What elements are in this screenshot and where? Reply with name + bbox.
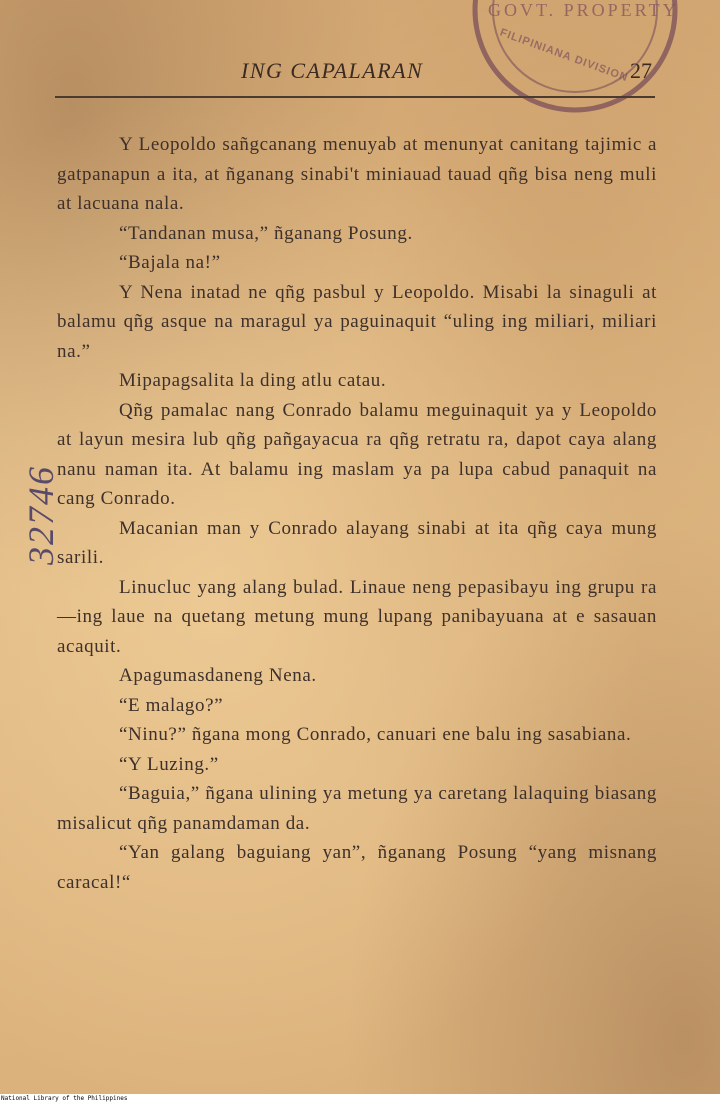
page-body [57,130,657,897]
header-rule [55,96,655,98]
handwritten-call-number: 32746 [21,465,61,565]
paragraph: “Tandanan musa,” ñganang Posung. [119,222,413,244]
paragraph: Mipapagsalita la ding atlu catau. [119,370,387,391]
paragraph: Y Nena inatad ne qñg pasbul y Leopoldo. Misabi la sinaguli at balamu qñg asque na maragul ya paguinaquit “uling ing miliari, miliari na.” [57,281,657,362]
paragraph: Qñg pamalac nang Conrado balamu meguinaquit ya y Leopoldo at layun mesira lub qñg pañgayacua ra qñg retratu ra, dapot caya alang nanu naman ita. At balamu ing maslam ya pa lupa cabud panaquit na cang Conrado. [57,399,657,509]
paragraph: “E malago?” [119,694,224,716]
paragraph: Y Leopoldo sañgcanang menuyab at menunyat canitang tajimic a gatpanapun a ita, at ñganang sinabi't miniauad tauad qñg bisa neng muli at lacuana nala. [57,134,657,214]
paragraph: Linucluc yang alang bulad. Linaue neng pepasibayu ing grupu ra—ing laue na quetang metung mung lupang panibayuana at e sasauan acaquit. [57,576,657,657]
paragraph: “Bajala na!” [119,252,221,273]
stamp-bottom-text: FILIPINIANA DIVISION [498,26,630,85]
paragraph: “Y Luzing.” [119,753,219,775]
paragraph: Apagumasdaneng Nena. [119,665,317,686]
running-head: ING CAPALARAN [241,58,424,83]
paragraph: “Baguia,” ñgana ulining ya metung ya caretang lalaquing biasang misalicut qñg panamdaman da. [57,783,657,834]
page-number: 27 [630,58,652,83]
paragraph: Macanian man y Conrado alayang sinabi at ita qñg caya mung sarili. [57,517,657,568]
paragraph: “Ninu?” ñgana mong Conrado, canuari ene balu ing sasabiana. [119,724,632,745]
stamp-top-text: GOVT. PROPERTY [488,0,679,20]
footer-credit: National Library of the Philippines [0,1094,720,1103]
paragraph: “Yan galang baguiang yan”, ñganang Posung “yang misnang caracal!“ [57,842,657,893]
